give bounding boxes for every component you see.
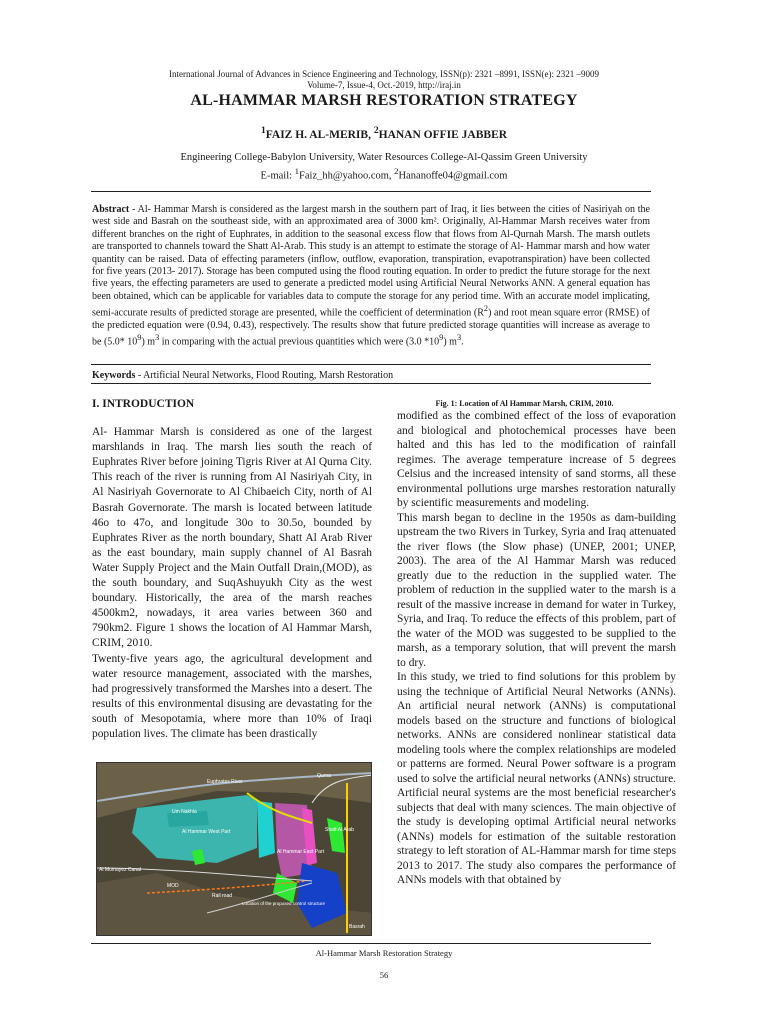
section-heading-introduction: I. INTRODUCTION xyxy=(92,398,195,410)
abstract-text-4: in comparing with the actual previous quantities which were (3.0 *10 xyxy=(159,336,440,348)
affiliation-line: Engineering College-Babylon University, Water Resources College-Al-Qassim Green University xyxy=(180,152,588,163)
running-title: Al-Hammar Marsh Restoration Strategy xyxy=(315,948,453,958)
footer-divider xyxy=(91,943,651,944)
intro-paragraph-1: Al- Hammar Marsh is considered as one of the largest marshlands in Iraq. The marsh lies south the reach of Euphrates River before joining Tigris River at Al Qurna City. This reach of the river is running from Al Nasiriyah City, in Al Nasiriyah Governorate to Al Chibaeich City, north of Al Basrah Governorate. The marsh is located between latitude 46o to 47o, and longitude 30o to 30.5o, bounded by Euphrates River as the north boundary, Shatt Al Arab River as the east boundary, main supply channel of Al Basrah Water Supply Project and the Main Outfall Drain,(MOD), as the south boundary, and SuqAshuyukh City as the west boundary. Historically, the area of the marsh reaches 4500km2, nowadays, it area varies between 360 and 790km2. Figure 1 shows the location of Al Hammar Marsh, CRIM, 2010. xyxy=(92,426,372,650)
author-1-sup: 1 xyxy=(260,125,266,136)
label-shatt-al-arab: Shatt Al Arab xyxy=(325,827,354,833)
left-column xyxy=(92,397,372,742)
email-2: Hananoffe04@gmail.com xyxy=(398,170,508,181)
label-west-part: Al Hammar West Part xyxy=(182,829,231,835)
keywords xyxy=(92,370,650,382)
label-rail-road: Rail road xyxy=(212,893,233,899)
abstract-text-2: ) and root mean square error (RMSE) of the predicted equation were (0.94, 0.43), respectively. The results show that future predicted storage quantities will increase as average to be (5.0* 10 xyxy=(92,307,650,348)
right-paragraph-3: In this study, we tried to find solutions for this problem by using the technique of Artificial Neural Networks (ANNs). An artificial neural network (ANNs) is computational models based on the structure and functions of biological networks. ANNs are considered nonlinear statistical data modeling tools where the complex relationships are modeled or patterns are formed. Neural Power software is a program used to solve the artificial neural networks (ANNs) structure. Artificial neural systems are the most beneficial researcher's subjects that deal with many sciences. The main objective of the study is developing optimal Artificial neural networks (ANNs) models for estimation of the suitable restoration strategy to left storation of AL-Hammar marsh for time steps 2013 to 2017. The study also compares the performance of ANNs models with that obtained by xyxy=(397,671,676,886)
abstract-sup-e1: 9 xyxy=(137,333,142,343)
abstract-sup-m2: 3 xyxy=(456,333,462,343)
figure-map xyxy=(96,762,372,936)
keywords-text: - Artificial Neural Networks, Flood Routing, Marsh Restoration xyxy=(135,370,394,381)
email-line xyxy=(0,165,768,183)
divider-keywords-bottom xyxy=(91,383,651,384)
label-east-part: Al Hammar East Part xyxy=(277,849,324,855)
journal-line-2: Volume-7, Issue-4, Oct.-2019, http://iraj.in xyxy=(307,80,461,90)
email-1-sup: 1 xyxy=(294,165,300,176)
affiliation xyxy=(0,152,768,183)
right-paragraph-1: modified as the combined effect of the loss of evaporation and biological and photochemical processes have been halted and this has led to the modification of rainfall regimes. The average temperature increase of 5 degrees Celsius and the increased intensity of sand storms, all these environmental pollutions urge marshes restoration naturally by scientific measurements and modeling. xyxy=(397,410,676,509)
abstract-text-5: ) m xyxy=(443,336,457,348)
author-2: HANAN OFFIE JABBER xyxy=(378,128,508,141)
label-um-nakhla: Um Nakhla xyxy=(172,809,197,815)
intro-paragraph-2: Twenty-five years ago, the agricultural development and water resource management, associated with the marshes, had progressively transformed the Marshes into a desert. The results of this environmental disusing are devastating for the south of Mesopotamia, where more than 10% of Iraqi population lives. The climate has been drastically xyxy=(92,652,372,740)
abstract-label: Abstract xyxy=(92,204,130,215)
figure-caption: Fig. 1: Location of Al Hammar Marsh, CRIM, 2010. xyxy=(435,399,614,408)
author-1: FAIZ H. AL-MERIB, xyxy=(265,128,374,141)
email-prefix: E-mail: xyxy=(260,170,295,181)
email-2-sup: 2 xyxy=(394,165,399,176)
label-canal: Al Mumayez Canal xyxy=(99,867,141,873)
email-1: Faiz_hh@yahoo.com, xyxy=(299,170,395,181)
label-basrah: Basrah xyxy=(349,924,365,930)
label-control-structure: Location of the proposed control structure xyxy=(242,901,326,906)
label-qurna: Qurna xyxy=(317,773,331,779)
abstract-sup-m1: 3 xyxy=(155,333,160,343)
divider-top xyxy=(91,191,651,192)
author-2-sup: 2 xyxy=(373,125,379,136)
abstract xyxy=(92,204,650,349)
right-paragraph-2: This marsh began to decline in the 1950s as dam-building upstream the two Rivers in Turkey, Syria and Iraq attenuated the river flows (the Slow phase) (UNEP, 2001; UNEP, 2003). The area of the Al Hammar Marsh was reduced greatly due to the reduction in the supplied water. The problem of reduction in the supplied water to the marsh is a result of the massive increase in demand for water in Turkey, Syria, and Iraq. To reduce the effects of this problem, part of the water of the MOD was suggested to be supplied to the marsh, as a temporary solution, that will prevent the marsh to dry. xyxy=(397,511,676,669)
abstract-sup-e2: 9 xyxy=(439,333,444,343)
label-mod: MOD xyxy=(167,883,179,889)
abstract-text-3: ) m xyxy=(141,336,156,348)
keywords-label: Keywords xyxy=(92,370,136,381)
marsh-map-image xyxy=(97,763,372,936)
page-number: 56 xyxy=(379,970,389,980)
abstract-text-6: . xyxy=(461,336,464,348)
journal-header xyxy=(0,69,768,91)
paper-title: AL-HAMMAR MARSH RESTORATION STRATEGY xyxy=(190,92,578,109)
right-column xyxy=(397,409,676,888)
abstract-text-1: - Al- Hammar Marsh is considered as the largest marsh in the southern part of Iraq, it lies between the cities of Nasiriyah on the west side and Basrah on the southeast side, with an approximated area of 3000 km². Originally, Al-Hammar Marsh receives water from different branches on the right of Euphrates, in addition to the seasonal excess flow that flows from Al-Qurnah Marsh. The marsh outlets are transported to channels toward the Shatt Al-Arab. This study is an attempt to estimate the storage of Al- Hammar marsh and how water quantity can be raised. Data of effecting parameters (inflow, outflow, evaporation, transpiration, evapotranspiration) have been collected for five years (2013- 2017). Storage has been computed using the flood routing equation. In order to predict the future storage for the next five years, the effecting parameters are used to generate a predicted model using Artificial Neural Networks ANN. A general equation has been obtained, which can be applicable for variables data to compute the storage for any period time. With an accurate model implicating, semi-accurate results of predicted storage are presented, while the coefficient of determination (R xyxy=(92,204,650,319)
abstract-sup-r2: 2 xyxy=(483,304,489,314)
journal-line-1: International Journal of Advances in Science Engineering and Technology, ISSN(p): 2321 –8991, ISSN(e): 2321 –9009 xyxy=(168,69,600,79)
divider-keywords-top xyxy=(91,364,651,365)
label-euphrates: Euphrates River xyxy=(207,779,243,785)
authors xyxy=(0,125,768,141)
